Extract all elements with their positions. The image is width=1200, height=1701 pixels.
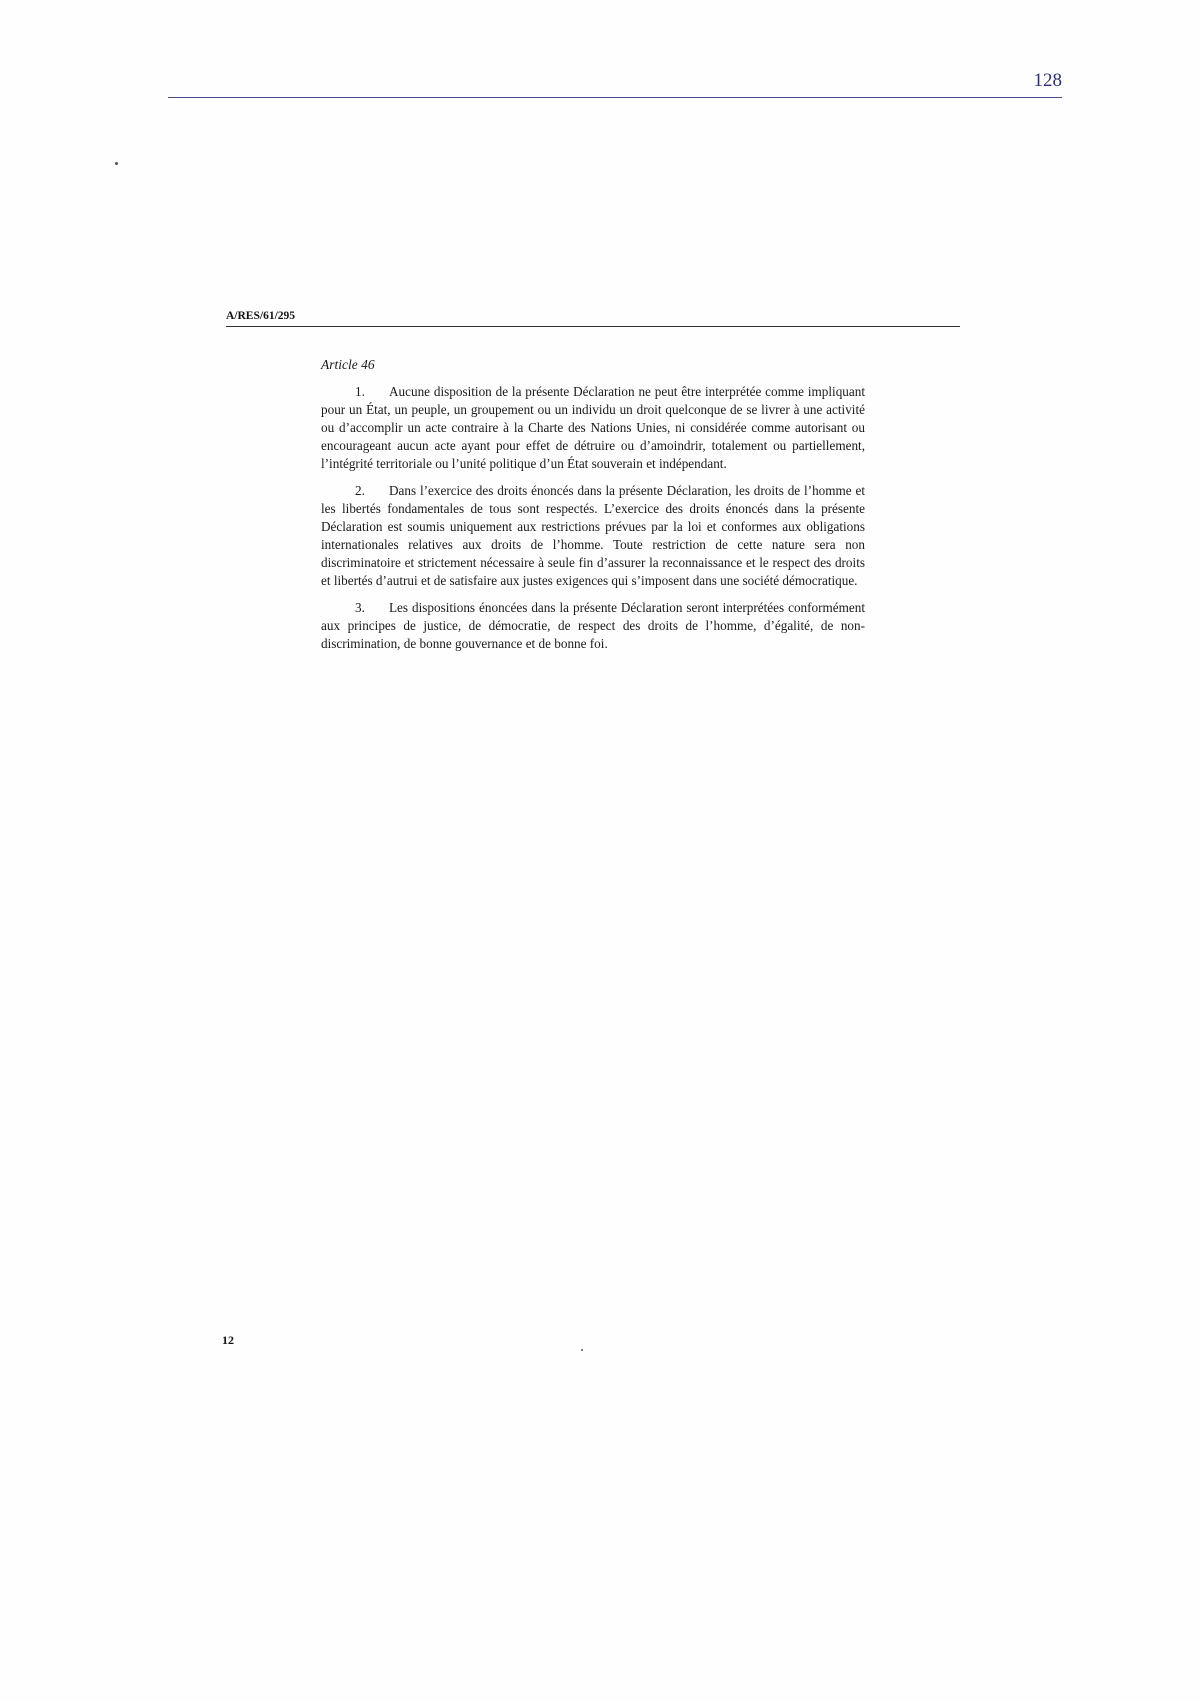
outer-page-header xyxy=(168,70,1062,98)
scan-speck xyxy=(115,162,118,165)
paragraph-number: 2. xyxy=(355,483,365,498)
outer-page-number: 128 xyxy=(1033,70,1062,91)
article-title: Article 46 xyxy=(321,357,375,372)
document-symbol: A/RES/61/295 xyxy=(226,310,296,322)
document-header xyxy=(226,309,960,327)
article-paragraph xyxy=(321,482,865,590)
paragraph-text: Aucune disposition de la présente Déclaration ne peut être interprétée comme impliquant pour un État, un peuple, un groupement ou un individu un droit quelconque de se livrer à une activité ou d’accomplir un acte contraire à la Charte des Nations Unies, ni considérée comme autorisant ou encourageant aucun acte ayant pour effet de détruire ou d’amoindrir, totalement ou partiellement, l’intégrité territoriale ou l’unité politique d’un État souverain et indépendant. xyxy=(321,384,865,471)
paragraph-text: Dans l’exercice des droits énoncés dans la présente Déclaration, les droits de l’homme et les libertés fondamentales de tous sont respectés. L’exercice des droits énoncés dans la présente Déclaration est soumis uniquement aux restrictions prévues par la loi et conformes aux obligations internationales relatives aux droits de l’homme. Toute restriction de cette nature sera non discriminatoire et strictement nécessaire à seule fin d’assurer la reconnaissance et le respect des droits et libertés d’autrui et de satisfaire aux justes exigences qui s’imposent dans une société démocratique. xyxy=(321,483,865,588)
footer-page-number: 12 xyxy=(222,1333,234,1347)
paragraph-number: 1. xyxy=(355,384,365,399)
paragraph-text: Les dispositions énoncées dans la présente Déclaration seront interprétées conformément aux principes de justice, de démocratie, de respect des droits de l’homme, d’égalité, de non-discrimination, de bonne gouvernance et de bonne foi. xyxy=(321,600,865,651)
scan-speck xyxy=(581,1349,583,1351)
article-paragraph xyxy=(321,599,865,653)
paragraph-number: 3. xyxy=(355,600,365,615)
article-body xyxy=(321,356,865,662)
article-paragraph xyxy=(321,383,865,473)
